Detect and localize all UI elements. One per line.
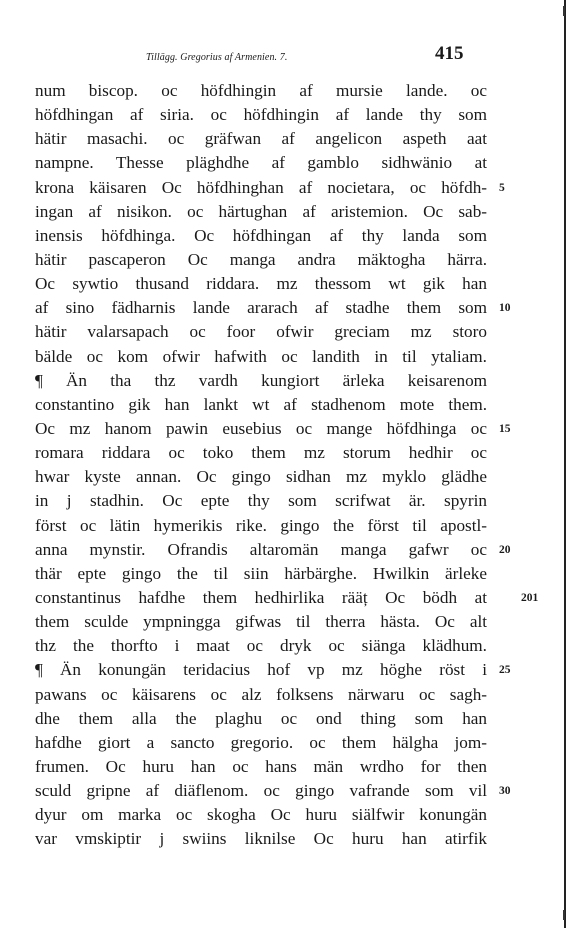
line-text: num biscop. oc höfdhingin af mursie lande. oc: [35, 81, 487, 100]
line-text: ¶ Än konungän teridacius hof vp mz höghe röst i: [35, 660, 487, 680]
scan-speck-top: [563, 6, 565, 16]
line-text: var vmskiptir j swiins liknilse Oc huru han atirfik: [35, 829, 487, 849]
line-margin-number: 5: [499, 181, 505, 194]
text-line: [35, 586, 539, 610]
running-head: Tillägg. Gregorius af Armenien. 7.: [146, 52, 288, 63]
text-line: [35, 176, 505, 200]
text-line: [35, 779, 511, 803]
text-line: [35, 79, 487, 103]
line-text: dhe them alla the plaghu oc ond thing som han: [35, 708, 488, 728]
line-text: ¶ Än tha thz vardh kungiort ärleka keisarenom: [35, 370, 488, 390]
text-line: [35, 127, 487, 151]
line-text: höfdhingan af siria. oc höfdhingin af lande thy som: [35, 105, 488, 125]
line-margin-number: 201: [521, 591, 539, 604]
text-line: [35, 465, 487, 489]
text-line: [35, 248, 487, 272]
text-line: [35, 683, 487, 707]
line-text: thz the thorfto i maat oc dryk oc siänga klädhum.: [35, 636, 487, 656]
line-margin-number: 20: [499, 543, 511, 556]
line-text: hätir pascaperon Oc manga andra mäktogha härra.: [35, 249, 487, 269]
line-text: Oc sywtio thusand riddara. mz thessom wt gik han: [35, 274, 487, 294]
page-header: [0, 42, 568, 68]
text-line: [35, 707, 487, 731]
line-text: frumen. Oc huru han oc hans män wrdho for then: [35, 756, 487, 776]
text-line: [35, 731, 487, 755]
line-text: hätir masachi. oc gräfwan af angelicon aspeth aat: [35, 129, 488, 149]
text-line: [35, 224, 487, 248]
page-number: 415: [435, 43, 464, 64]
line-text: inensis höfdhinga. Oc höfdhingan af thy landa som: [35, 225, 487, 245]
line-text: constantinus hafdhe them hedhirlika rääț Oc bödh at: [35, 587, 488, 607]
line-text: dyur om marka oc skogha Oc huru siälfwir konungän: [35, 805, 488, 825]
text-line: [35, 417, 511, 441]
line-margin-number: 30: [499, 785, 511, 798]
scan-edge-right: [564, 0, 566, 928]
text-line: [35, 634, 487, 658]
text-line: [35, 827, 487, 851]
text-line: [35, 272, 487, 296]
line-text: krona käisaren Oc höfdhinghan af nocietara, oc höfdh-: [35, 177, 488, 197]
text-line: [35, 755, 487, 779]
text-line: [35, 562, 487, 586]
body-text: [35, 79, 539, 852]
line-text: Oc mz hanom pawin eusebius oc mange höfdhinga oc: [35, 418, 487, 438]
line-text: bälde oc kom ofwir hafwith oc landith in til ytaliam.: [35, 346, 487, 366]
text-line: [35, 658, 511, 682]
text-line: [35, 320, 487, 344]
line-text: constantino gik han lankt wt af stadhenom mote them.: [35, 394, 487, 414]
line-margin-number: 10: [499, 302, 511, 315]
text-line: [35, 803, 487, 827]
scan-speck-bottom: [563, 910, 565, 920]
line-margin-number: 15: [499, 422, 511, 435]
text-line: [35, 441, 487, 465]
line-text: af sino fädharnis lande ararach af stadhe them som: [35, 298, 487, 318]
text-line: [35, 393, 487, 417]
line-margin-number: 25: [499, 664, 511, 677]
text-line: [35, 538, 511, 562]
line-text: ingan af nisikon. oc härtughan af aristemion. Oc sab-: [35, 201, 488, 221]
line-text: hwar kyste annan. Oc gingo sidhan mz myklo glädhe: [35, 467, 488, 487]
line-text: anna mynstir. Ofrandis altaromän manga gafwr oc: [35, 539, 487, 559]
line-text: romara riddara oc toko them mz storum hedhir oc: [35, 443, 487, 463]
text-line: [35, 103, 487, 127]
text-line: [35, 514, 487, 538]
line-text: hätir valarsapach oc foor ofwir greciam mz storo: [35, 322, 487, 342]
line-text: sculd gripne af diäflenom. oc gingo vafrande som vil: [35, 781, 488, 801]
line-text: nampne. Thesse pläghdhe af gamblo sidhwänio at: [35, 153, 488, 173]
text-line: [35, 610, 487, 634]
text-line: [35, 296, 511, 320]
line-text: hafdhe giort a sancto gregorio. oc them hälgha jom-: [35, 732, 487, 752]
line-text: them sculde ympningga gifwas til therra hästa. Oc alt: [35, 612, 487, 632]
text-line: [35, 151, 487, 175]
line-text: thär epte gingo the til siin härbärghe. Hwilkin ärleke: [35, 563, 487, 583]
text-line: [35, 200, 487, 224]
text-line: [35, 369, 487, 393]
line-text: först oc lätin hymerikis rike. gingo the först til apostl-: [35, 515, 487, 535]
text-line: [35, 489, 487, 513]
line-text: in j stadhin. Oc epte thy som scrifwat är. spyrin: [35, 491, 487, 511]
text-line: [35, 345, 487, 369]
line-text: pawans oc käisarens oc alz folksens närwaru oc sagh-: [35, 684, 488, 704]
